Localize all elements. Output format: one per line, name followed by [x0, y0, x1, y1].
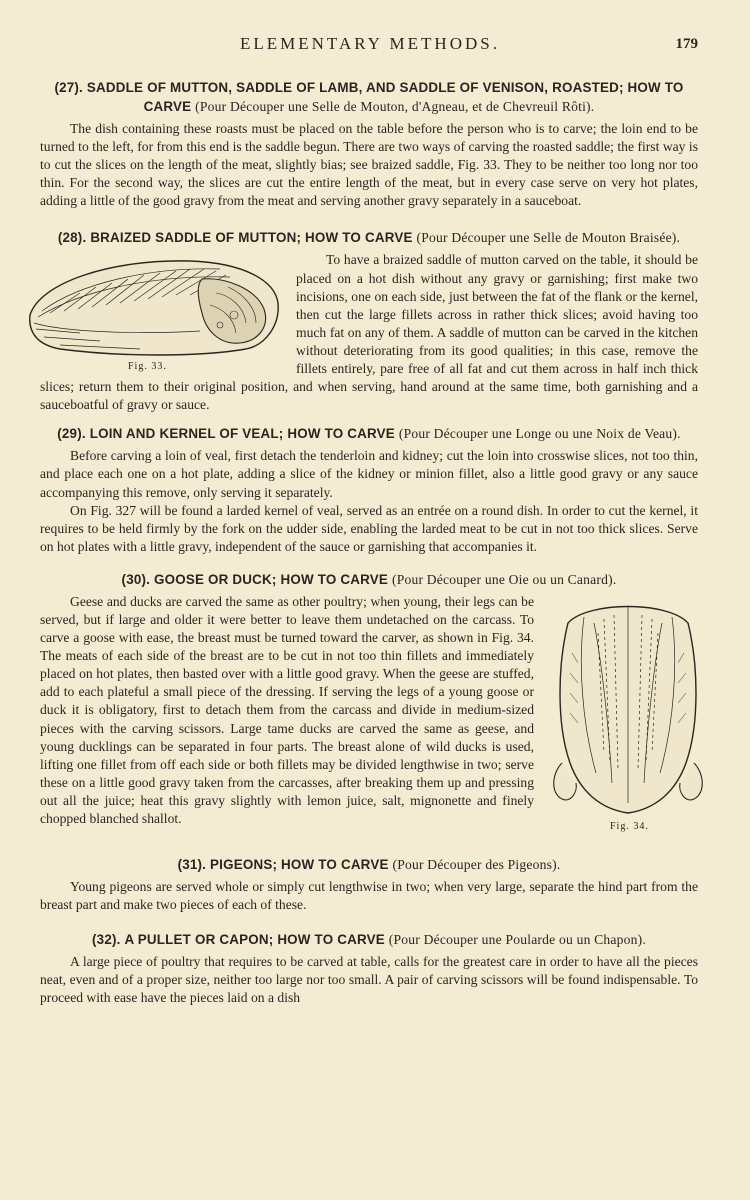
section-number: (31).: [177, 856, 207, 872]
section-title: LOIN AND KERNEL OF VEAL; HOW TO CARVE: [89, 426, 395, 442]
paragraph: Before carving a loin of veal, first detach the tenderloin and kidney; cut the loin into crosswise slices, not too thin, and place each one on a hot plate, adding a slice of the kidney or minion fillet, also a little good gravy or any sauce accompanying this remove, only serving it separately.: [40, 448, 698, 500]
paragraph: The dish containing these roasts must be placed on the table before the person who is to carve; the loin end to be turned to the left, for from this end is the saddle begun. There are two ways of carving the roasted saddle; the first way is to cut the slices on the length of the meat, slightly bias; see braized saddle, Fig. 33. They to be neither too long nor too thin. For the second way, the slices are cut the entire length of the meat, but in every case serve on very hot plates, adding a little of the good gravy from the meat and serving another gravy separately in a sauceboat.: [40, 121, 698, 209]
running-head: [40, 30, 698, 60]
section-french-title: (Pour Découper une Selle de Mouton, d'Agneau, et de Chevreuil Rôti).: [195, 99, 595, 114]
paragraph: On Fig. 327 will be found a larded kernel of veal, served as an entrée on a round dish. In order to cut the kernel, it requires to be held firmly by the fork on the udder side, enabling the larded meat to be cut in not too thick slices. Serve on hot plates with a little gravy, independent of the sauce or garnishing that accompanies it.: [40, 502, 698, 554]
section-28: [40, 228, 698, 414]
paragraph: Geese and ducks are carved the same as other poultry; when young, their legs can be served, but if large and older it were better to leave them undetached on the carcass. To carve a goose with ease, the breast must be turned toward the carver, as shown in Fig. 34. The meats of each side of the breast are to be cut in not too thin fillets and immediately placed on hot plates, then basted over with a little good gravy. When the geese are stuffed, add to each plateful a small piece of the dressing. If serving the legs of a young goose or duck it is obligatory, first to detach them from the carcass and divide in medium-sized pieces with the carving scissors. Large tame ducks are carved the same as geese, and young ducklings can be separated in four parts. The breast alone of wild ducks is used, lifting one fillet from off each side or both fillets may be divided lengthwise in two; serve these on a little good gravy taken from the carcasses, after breaking them up and pressing out all the juice; heat this gravy slightly with lemon juice, salt, mignonette and finely chopped blanched shallot.: [40, 593, 534, 826]
braized-saddle-illustration: [20, 253, 282, 361]
section-french-title: (Pour Découper une Longe ou une Noix de Veau).: [398, 426, 681, 442]
section-heading: [40, 930, 698, 949]
section-31: [40, 855, 698, 914]
section-heading: [40, 855, 698, 874]
section-french-title: (Pour Découper une Poularde ou un Chapon).: [388, 932, 646, 948]
section-title: SADDLE OF MUTTON, SADDLE OF LAMB, AND SADDLE OF VENISON, ROASTED; HOW TO CARVE: [86, 80, 684, 114]
section-number: (27).: [54, 80, 83, 95]
section-heading: [40, 78, 698, 116]
section-number: (28).: [57, 230, 87, 246]
section-title: A PULLET OR CAPON; HOW TO CARVE: [124, 932, 385, 948]
section-32: [40, 930, 698, 1007]
section-title: GOOSE OR DUCK; HOW TO CARVE: [154, 571, 389, 587]
paragraph: Young pigeons are served whole or simply cut lengthwise in two; when very large, separate the hind part from the breast part and make two pieces of each of these.: [40, 878, 698, 912]
goose-illustration: [548, 593, 708, 819]
section-heading: [40, 570, 698, 589]
page-number: 179: [675, 36, 698, 52]
section-number: (32).: [92, 932, 121, 948]
running-title: ELEMENTARY METHODS.: [240, 34, 500, 53]
section-heading: [40, 424, 698, 443]
section-french-title: (Pour Découper des Pigeons).: [392, 856, 561, 872]
section-29: [40, 424, 698, 556]
figure-carved-goose: [548, 593, 708, 833]
section-french-title: (Pour Découper une Selle de Mouton Braisée).: [416, 230, 681, 246]
section-27: [40, 78, 698, 210]
section-30: [40, 570, 698, 837]
section-heading: [40, 228, 698, 247]
section-title: PIGEONS; HOW TO CARVE: [210, 856, 389, 872]
figure-caption: Fig. 34.: [610, 820, 649, 832]
section-number: (30).: [121, 571, 151, 587]
figure-braized-saddle: [20, 253, 282, 375]
paragraph: To have a braized saddle of mutton carved on the table, it should be placed on a hot dish without any gravy or garnishing; first make two incisions, one on each side, just between the fat of the flank or the kernel, then cut the large fillets across in rather thick slices; avoid having too much fat on any of them. A saddle of mutton can be carved in the kitchen without deteriorating from its good qualities; in this case, remove the fillets entirely, pare free of all fat and cut them across in half inch thick slices; return them to their original position, and when serving, hand around at the same time, both garnishing and a sauceboatful of gravy or sauce.: [40, 252, 698, 413]
paragraph: A large piece of poultry that requires to be carved at table, calls for the greatest care in order to have all the pieces neat, even and of a proper size, neither too large nor too small. A pair of carving scissors will be found indispensable. To proceed with ease have the pieces laid on a dish: [40, 954, 698, 1006]
section-number: (29).: [57, 426, 86, 442]
section-title: BRAIZED SADDLE OF MUTTON; HOW TO CARVE: [90, 230, 413, 246]
figure-caption: Fig. 33.: [128, 361, 167, 373]
section-french-title: (Pour Découper une Oie ou un Canard).: [391, 571, 617, 587]
